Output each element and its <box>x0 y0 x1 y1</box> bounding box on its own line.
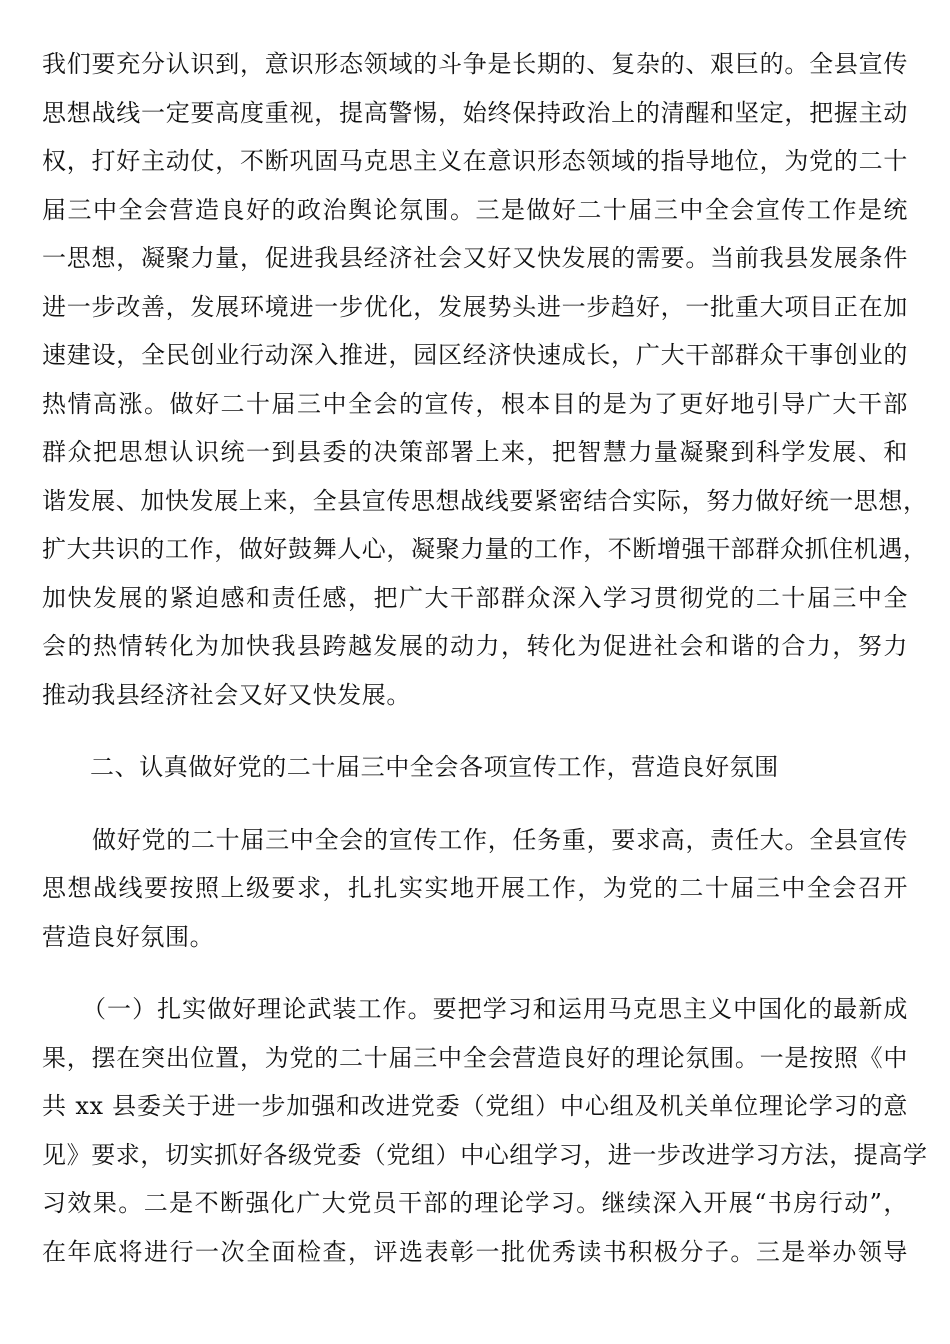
heading-text: 二、认真做好党的二十届三中全会各项宣传工作，营造良好氛围 <box>90 753 779 781</box>
paragraph-spacer <box>42 719 908 743</box>
text-line: 加快发展的紧迫感和责任感，把广大干部群众深入学习贯彻党的二十届三中全 <box>42 583 908 612</box>
paragraph-spacer <box>42 961 908 985</box>
paragraph-3 <box>42 985 928 1276</box>
text-line: 果，摆在突出位置，为党的二十届三中全会营造良好的理论氛围。一是按照《中 <box>42 1043 908 1072</box>
paragraph-1 <box>42 40 928 719</box>
text-line: 会的热情转化为加快我县跨越发展的动力，转化为促进社会和谐的合力，努力 <box>42 632 908 660</box>
text-line: 谐发展、加快发展上来，全县宣传思想战线要紧密结合实际，努力做好统一思想， <box>42 486 928 515</box>
text-line: 推动我县经济社会又好又快发展。 <box>42 680 411 709</box>
text-line: 热情高涨。做好二十届三中全会的宣传，根本目的是为了更好地引导广大干部 <box>42 389 908 418</box>
text-line: 权，打好主动仗，不断巩固马克思主义在意识形态领域的指导地位，为党的二十 <box>42 147 908 175</box>
text-line: 速建设，全民创业行动深入推进，园区经济快速成长，广大干部群众干事创业的 <box>42 341 908 369</box>
text-line: 扩大共识的工作，做好鼓舞人心，凝聚力量的工作，不断增强干部群众抓住机遇， <box>42 535 928 563</box>
text-line: 习效果。二是不断强化广大党员干部的理论学习。继续深入开展“书房行动”， <box>42 1189 908 1217</box>
text-line: 一思想，凝聚力量，促进我县经济社会又好又快发展的需要。当前我县发展条件 <box>42 244 908 272</box>
text-line: 届三中全会营造良好的政治舆论氛围。三是做好二十届三中全会宣传工作是统 <box>42 195 908 224</box>
text-line: 我们要充分认识到，意识形态领域的斗争是长期的、复杂的、艰巨的。全县宣传 <box>42 50 908 78</box>
text-line: 做好党的二十届三中全会的宣传工作，任务重，要求高，责任大。全县宣传 <box>92 825 908 854</box>
text-line: 在年底将进行一次全面检查，评选表彰一批优秀读书积极分子。三是举办领导 <box>42 1237 908 1266</box>
text-line: 思想战线要按照上级要求，扎扎实实地开展工作，为党的二十届三中全会召开 <box>42 874 908 902</box>
document-page <box>42 40 928 1276</box>
section-heading <box>42 743 908 792</box>
text-line: 营造良好氛围。 <box>42 922 215 951</box>
text-line: 共 xx 县委关于进一步加强和改进党委（党组）中心组及机关单位理论学习的意 <box>42 1092 908 1120</box>
paragraph-2 <box>42 816 908 962</box>
text-line: （一）扎实做好理论武装工作。要把学习和运用马克思主义中国化的最新成 <box>82 995 908 1023</box>
text-line: 见》要求，切实抓好各级党委（党组）中心组学习，进一步改进学习方法，提高学 <box>42 1140 928 1169</box>
text-line: 思想战线一定要高度重视，提高警惕，始终保持政治上的清醒和坚定，把握主动 <box>42 98 908 127</box>
text-line: 进一步改善，发展环境进一步优化，发展势头进一步趋好，一批重大项目正在加 <box>42 292 908 321</box>
paragraph-spacer <box>42 792 908 816</box>
text-line: 群众把思想认识统一到县委的决策部署上来，把智慧力量凝聚到科学发展、和 <box>42 438 908 466</box>
